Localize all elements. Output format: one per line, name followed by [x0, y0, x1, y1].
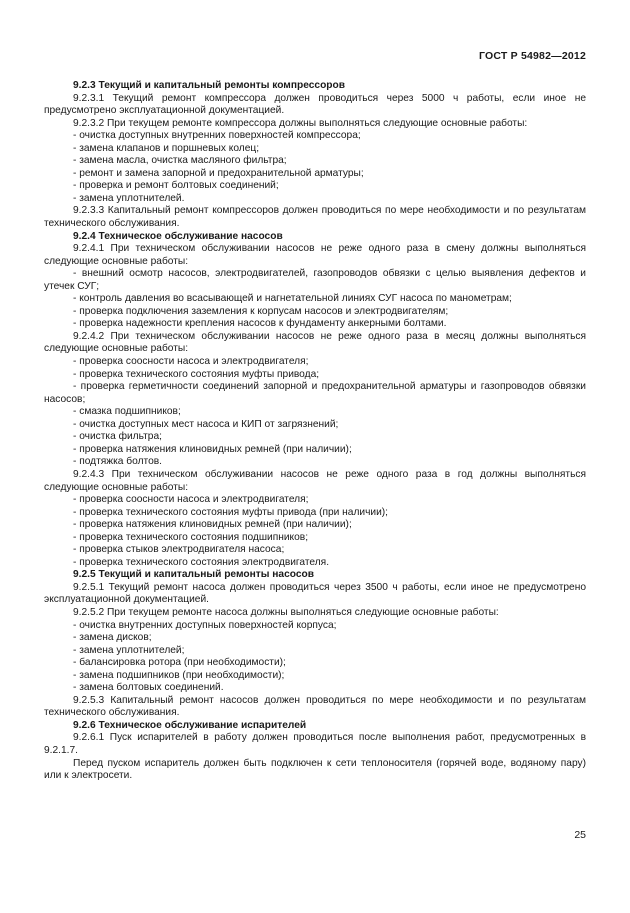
list-item: - проверка соосности насоса и электродвигателя; [73, 494, 309, 506]
list-item: - проверка технического состояния муфты привода; [73, 368, 320, 380]
section-heading: 9.2.4 Техническое обслуживание насосов [73, 230, 283, 242]
list-item: - проверка технического состояния муфты привода (при наличии); [73, 506, 389, 518]
list-item: - замена уплотнителей; [73, 644, 185, 656]
paragraph: 9.2.3.1 Текущий ремонт компрессора должен проводиться через 5000 ч работы, если иное не предусмотрено эксплуатационной документацией. [44, 92, 586, 117]
list-item: - замена масла, очистка масляного фильтра; [73, 155, 287, 167]
standard-header: ГОСТ Р 54982—2012 [478, 50, 586, 62]
list-item: - проверка и ремонт болтовых соединений; [73, 180, 279, 192]
list-item: - проверка натяжения клиновидных ремней (при наличии); [73, 443, 352, 455]
list-item: - подтяжка болтов. [73, 456, 162, 468]
list-item: - очистка доступных мест насоса и КИП от загрязнений; [73, 418, 339, 430]
paragraph: 9.2.5.3 Капитальный ремонт насосов должен проводиться по мере необходимости и по результатам технического обслуживания. [44, 694, 586, 719]
list-item: - ремонт и замена запорной и предохранительной арматуры; [73, 167, 364, 179]
list-item: - проверка натяжения клиновидных ремней (при наличии); [73, 519, 352, 531]
paragraph: 9.2.4.1 При техническом обслуживании насосов не реже одного раза в смену должны выполняться следующие основные работы: [44, 243, 586, 267]
list-item: - замена дисков; [73, 632, 152, 644]
list-item: - замена подшипников (при необходимости); [73, 669, 285, 681]
paragraph: 9.2.3.3 Капитальный ремонт компрессоров должен проводиться по мере необходимости и по результатам технического обслуживания. [44, 205, 586, 230]
list-item: - балансировка ротора (при необходимости); [73, 657, 286, 669]
page-number: 25 [574, 829, 586, 841]
list-item: - очистка доступных внутренних поверхностей компрессора; [73, 130, 361, 142]
paragraph: 9.2.4.2 При техническом обслуживании насосов не реже одного раза в месяц должны выполняться следующие основные работы: [44, 330, 586, 355]
section-heading: 9.2.6 Техническое обслуживание испарителей [73, 719, 307, 731]
document-body [44, 80, 586, 783]
list-item: - очистка внутренних доступных поверхностей корпуса; [73, 619, 337, 631]
list-item: - проверка стыков электродвигателя насоса; [73, 544, 285, 556]
paragraph: Перед пуском испаритель должен быть подключен к сети теплоносителя (горячей воде, водяному пару) или к электросети. [44, 757, 586, 782]
list-item: - смазка подшипников; [73, 406, 181, 418]
paragraph: 9.2.4.3 При техническом обслуживании насосов не реже одного раза в год должны выполняться следующие основные работы: [44, 468, 586, 493]
list-item: - замена уплотнителей. [73, 192, 185, 204]
list-item: - проверка герметичности соединений запорной и предохранительной арматуры и газопроводов обвязки насосов; [44, 381, 586, 405]
section-heading: 9.2.3 Текущий и капитальный ремонты компрессоров [73, 80, 346, 91]
paragraph: 9.2.5.1 Текущий ремонт насоса должен проводиться через 3500 ч работы, если иное не предусмотрено эксплуатационной документацией. [44, 581, 586, 606]
paragraph: 9.2.5.2 При текущем ремонте насоса должны выполняться следующие основные работы: [73, 606, 499, 618]
list-item: - контроль давления во всасывающей и нагнетательной линиях СУГ насоса по манометрам; [73, 293, 512, 305]
paragraph: 9.2.6.1 Пуск испарителей в работу должен проводиться после выполнения работ, предусмотренных в 9.2.1.7. [44, 732, 586, 756]
list-item: - замена клапанов и поршневых колец; [73, 142, 260, 154]
list-item: - внешний осмотр насосов, электродвигателей, газопроводов обвязки с целью выявления дефектов и утечек СУГ; [44, 268, 586, 292]
list-item: - очистка фильтра; [73, 431, 162, 443]
paragraph: 9.2.3.2 При текущем ремонте компрессора должны выполняться следующие основные работы: [73, 117, 528, 129]
list-item: - проверка подключения заземления к корпусам насосов и электродвигателям; [73, 305, 449, 317]
list-item: - проверка технического состояния подшипников; [73, 531, 309, 543]
list-item: - замена болтовых соединений. [73, 682, 224, 694]
list-item: - проверка соосности насоса и электродвигателя; [73, 356, 309, 368]
list-item: - проверка надежности крепления насосов к фундаменту анкерными болтами. [73, 318, 447, 330]
section-heading: 9.2.5 Текущий и капитальный ремонты насосов [73, 569, 314, 581]
list-item: - проверка технического состояния электродвигателя. [73, 556, 330, 568]
